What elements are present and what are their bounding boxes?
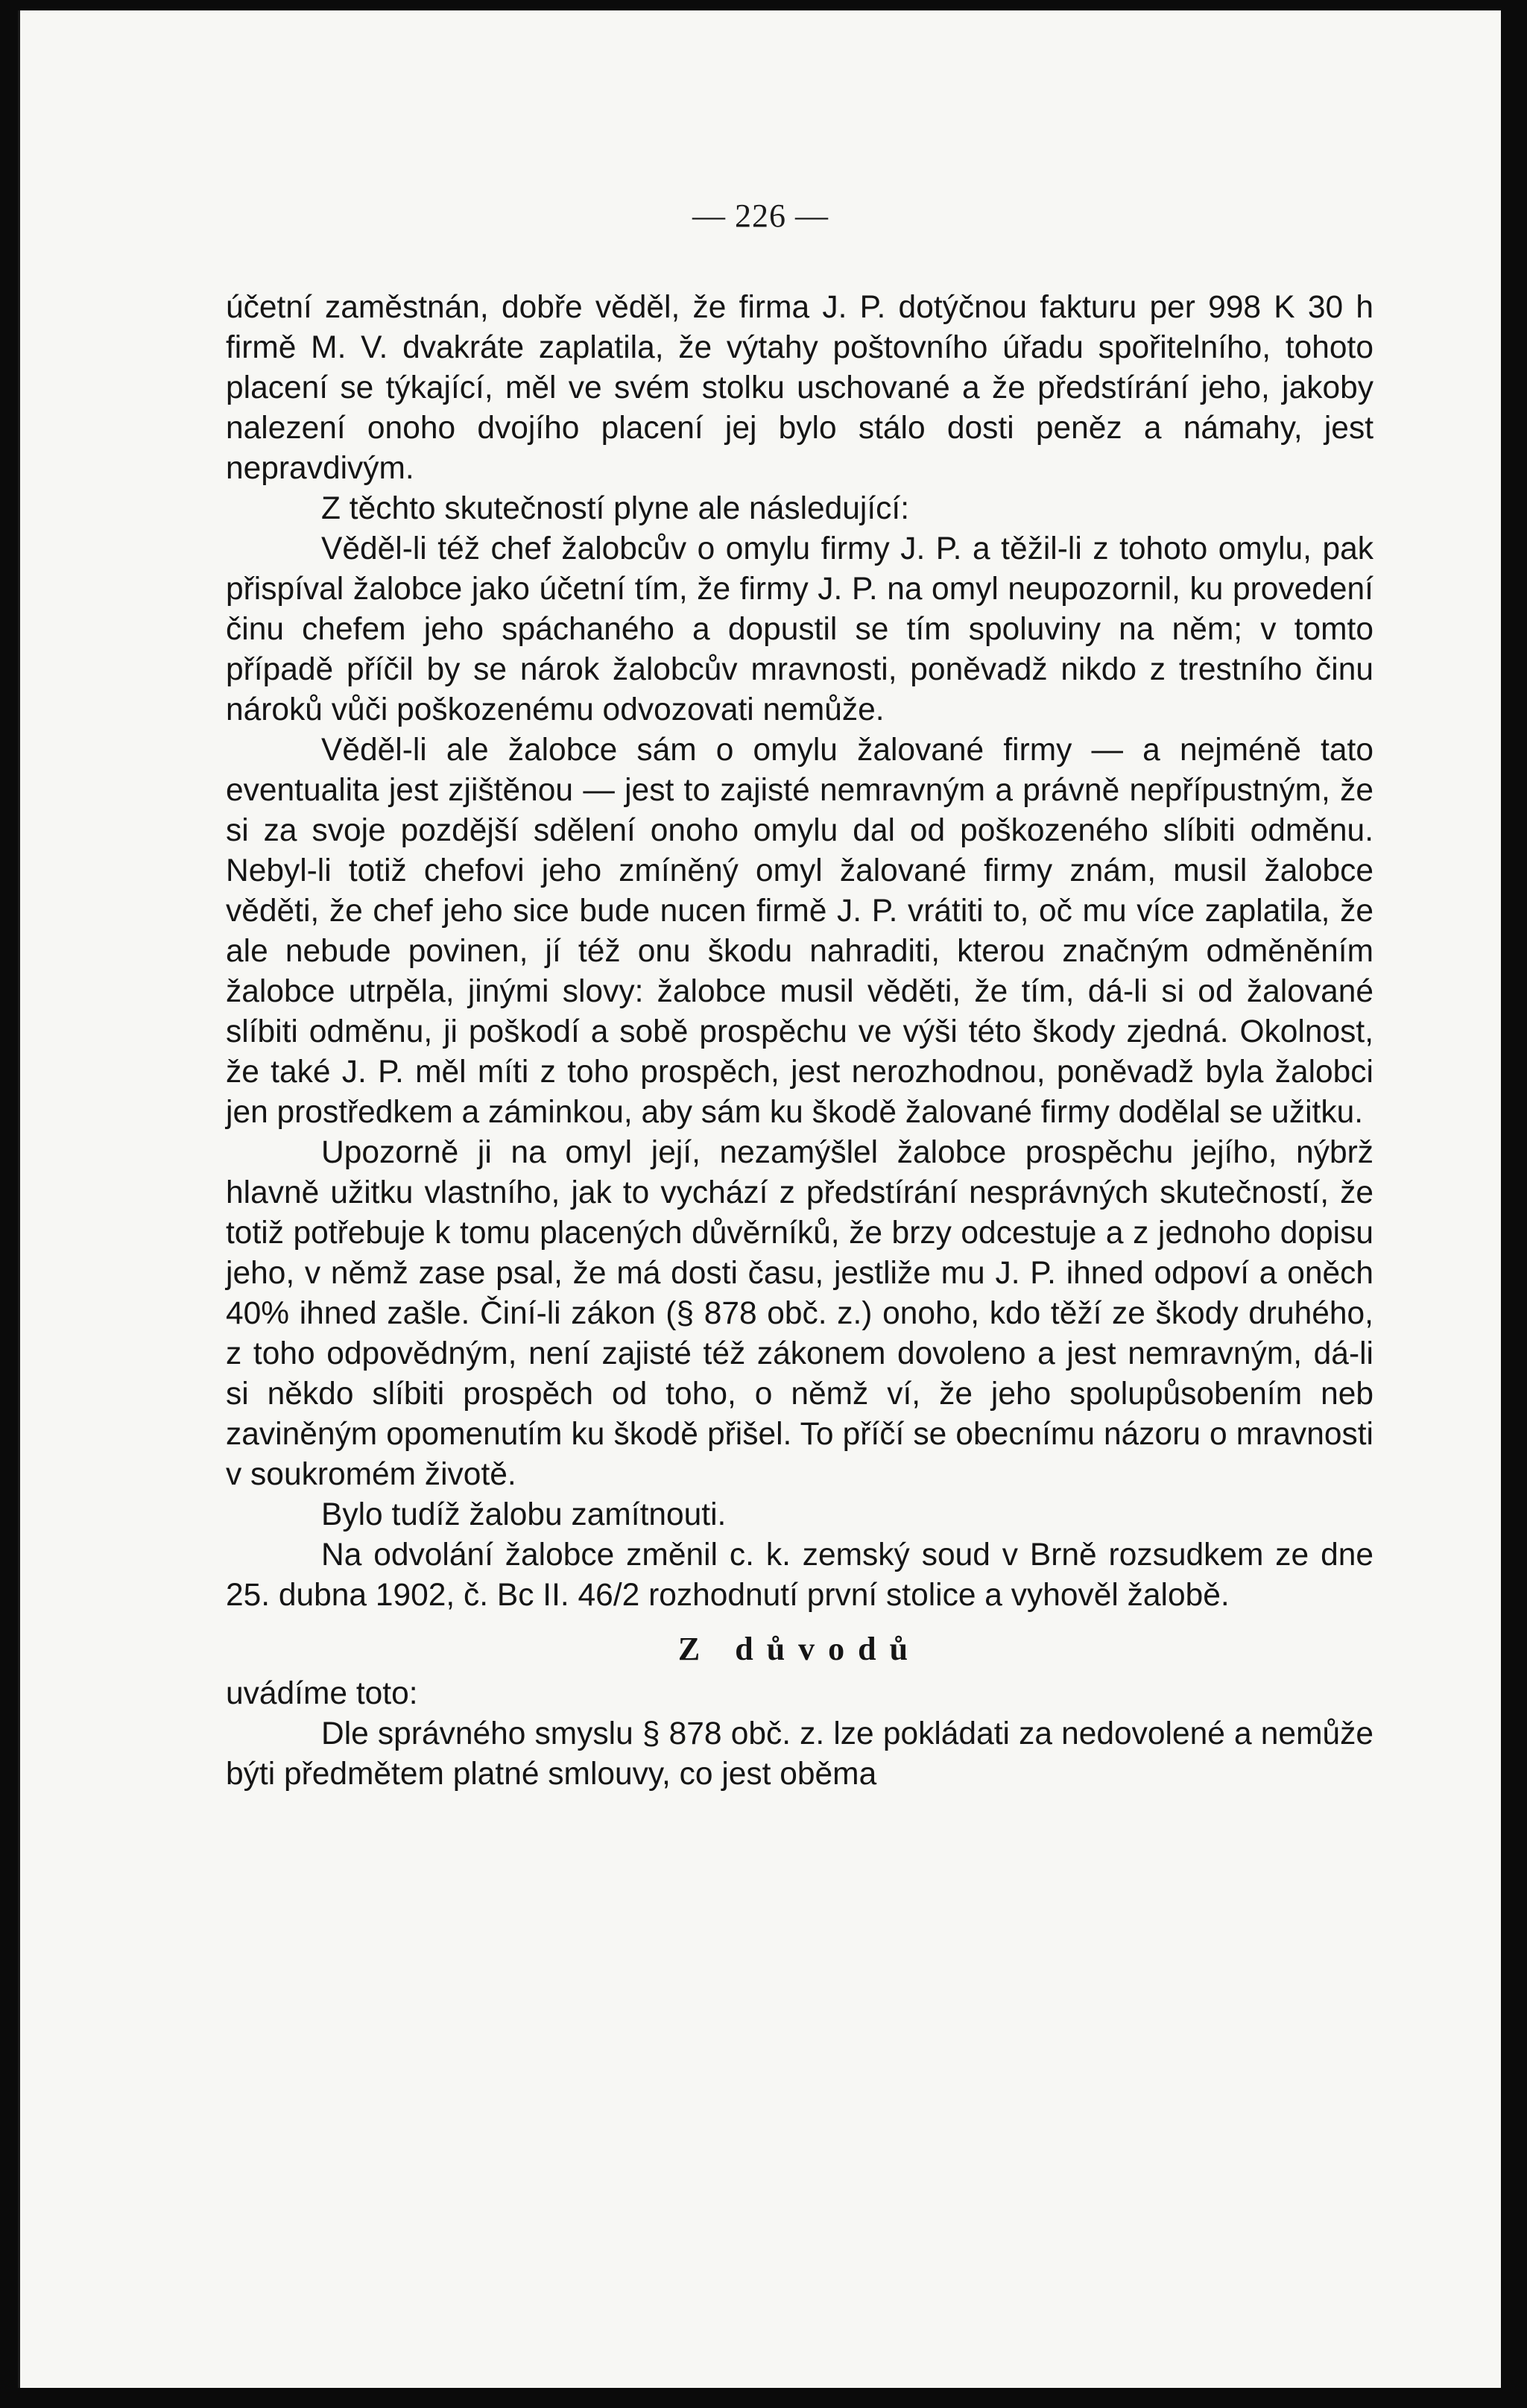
paragraph-1: účetní zaměstnán, dobře věděl, že firma J. P. dotýčnou fakturu per 998 K 30 h firmě M. V. dvakráte zaplatila, že výtahy poštovního úřadu spořitelního, tohoto placení se týkající, měl ve svém stolku uschované a že předstírání jeho, jakoby nalezení onoho dvojího placení jej bylo stálo dosti peněz a námahy, jest nepravdivým. [226, 290, 1373, 486]
page-number: — 226 — [692, 197, 829, 234]
paragraph-8: uvádíme toto: [226, 1676, 418, 1711]
paragraph-5: Upozorně ji na omyl její, nezamýšlel žalobce prospěchu jejího, nýbrž hlavně užitku vlastního, jak to vychází z předstírání nesprávných skutečností, že totiž potřebuje k tomu placených důvěrníků, že brzy odcestuje a z jednoho dopisu jeho, v němž zase psal, že má dosti času, jestliže mu J. P. ihned odpoví a oněch 40% ihned zašle. Činí-li zákon (§ 878 obč. z.) onoho, kdo těží ze škody druhého, z toho odpovědným, není zajisté též zákonem dovoleno a jest nemravným, dá-li si někdo slíbiti prospěch od toho, o němž ví, že jeho spolupůsobením neb zaviněným opomenutím ku škodě přišel. To příčí se obecnímu názoru o mravnosti v soukromém životě. [226, 1135, 1373, 1492]
paragraph-4: Věděl-li ale žalobce sám o omylu žalované firmy — a nejméně tato eventualita jest zjištěnou — jest to zajisté nemravným a právně nepřípustným, že si za svoje pozdější sdělení onoho omylu dal od poškozeného slíbiti odměnu. Nebyl-li totiž chefovi jeho zmíněný omyl žalované firmy znám, musil žalobce věděti, že chef jeho sice bude nucen firmě J. P. vrátiti to, oč mu více zaplatila, že ale nebude povinen, jí též onu škodu nahraditi, kterou značným odměněním žalobce utrpěla, jinými slovy: žalobce musil věděti, že tím, dá-li si od žalované slíbiti odměnu, ji poškodí a sobě prospěchu ve výši této škody zjedná. Okolnost, že také J. P. měl míti z toho prospěch, jest nerozhodnou, poněvadž byla žalobci jen prostředkem a záminkou, aby sám ku škodě žalované firmy dodělal se užitku. [226, 733, 1373, 1130]
body-text [226, 288, 1373, 1795]
paragraph-2: Z těchto skutečností plyne ale následující: [321, 491, 910, 526]
section-heading: Z důvodů [677, 1631, 922, 1667]
paragraph-9: Dle správného smyslu § 878 obč. z. lze pokládati za nedovolené a nemůže býti předmětem platné smlouvy, co jest oběma [226, 1716, 1373, 1792]
paragraph-6: Bylo tudíž žalobu zamítnouti. [321, 1497, 727, 1532]
scanned-page [18, 10, 1501, 2388]
paragraph-3: Věděl-li též chef žalobcův o omylu firmy J. P. a těžil-li z tohoto omylu, pak přispíval žalobce jako účetní tím, že firmy J. P. na omyl neupozornil, ku provedení činu chefem jeho spáchaného a dopustil se tím spoluviny na něm; v tomto případě příčil by se nárok žalobcův mravnosti, poněvadž nikdo z trestního činu nároků vůči poškozenému odvozovati nemůže. [226, 531, 1373, 727]
paragraph-7: Na odvolání žalobce změnil c. k. zemský soud v Brně rozsudkem ze dne 25. dubna 1902, č. Bc II. 46/2 rozhodnutí první stolice a vyhověl žalobě. [226, 1538, 1373, 1613]
